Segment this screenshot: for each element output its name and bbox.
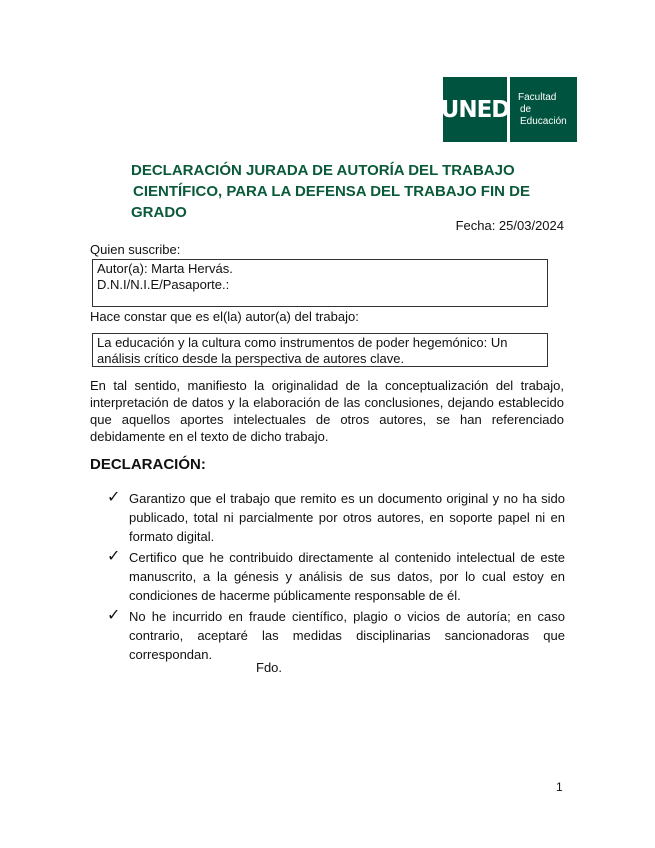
date: Fecha: 25/03/2024 <box>455 218 564 233</box>
quien-suscribe-label: Quien suscribe: <box>90 242 181 257</box>
work-title: La educación y la cultura como instrumentos de poder hegemónico: Un análisis crítico desde la perspectiva de autores clave. <box>97 335 508 366</box>
checkmark-icon: ✓ <box>107 489 121 506</box>
uned-logo-mark: UNED <box>443 77 507 142</box>
declaration-item-text: No he incurrido en fraude científico, plagio o vicios de autoría; en caso contrario, aceptaré las medidas disciplinarias sancionadoras que correspondan. <box>129 609 565 662</box>
declaration-item <box>107 548 565 605</box>
title-line-3: GRADO <box>131 204 187 221</box>
signature-label: Fdo. <box>256 660 283 675</box>
declaration-item <box>107 607 565 664</box>
faculty-line-1: Facultad <box>518 91 557 103</box>
id-document: D.N.I/N.I.E/Pasaporte.: <box>97 277 230 292</box>
uned-logo <box>440 77 577 142</box>
declaration-item-text: Garantizo que el trabajo que remito es un documento original y no ha sido publicado, total ni parcialmente por otros autores, en soporte papel ni en formato digital. <box>129 491 565 544</box>
document-title <box>131 160 531 223</box>
title-line-2: CIENTÍFICO, PARA LA DEFENSA DEL TRABAJO FIN DE <box>133 183 530 200</box>
declaration-item-text: Certifico que he contribuido directamente al contenido intelectual de este manuscrito, a la génesis y análisis de sus datos, por lo cual estoy en condiciones de hacerme públicamente responsable de él. <box>129 550 565 603</box>
originality-paragraph: En tal sentido, manifiesto la originalidad de la conceptualización del trabajo, interpretación de datos y la elaboración de las conclusiones, dejando establecido que aquellos aportes intelectuales de otros autores, se han referenciado debidamente en el texto de dicho trabajo. <box>90 378 564 444</box>
checkmark-icon: ✓ <box>107 607 121 624</box>
declaration-item <box>107 489 565 546</box>
author-box <box>92 259 548 307</box>
checkmark-icon: ✓ <box>107 548 121 565</box>
author-name: Autor(a): Marta Hervás. <box>97 261 233 276</box>
declaration-heading: DECLARACIÓN: <box>90 456 206 473</box>
title-line-1: DECLARACIÓN JURADA DE AUTORÍA DEL TRABAJO <box>131 162 515 179</box>
faculty-line-2: de Educación <box>520 103 567 127</box>
page-number: 1 <box>556 780 563 794</box>
hace-constar-label: Hace constar que es el(la) autor(a) del trabajo: <box>90 309 359 324</box>
faculty-name <box>510 77 577 142</box>
work-title-box <box>92 333 548 367</box>
